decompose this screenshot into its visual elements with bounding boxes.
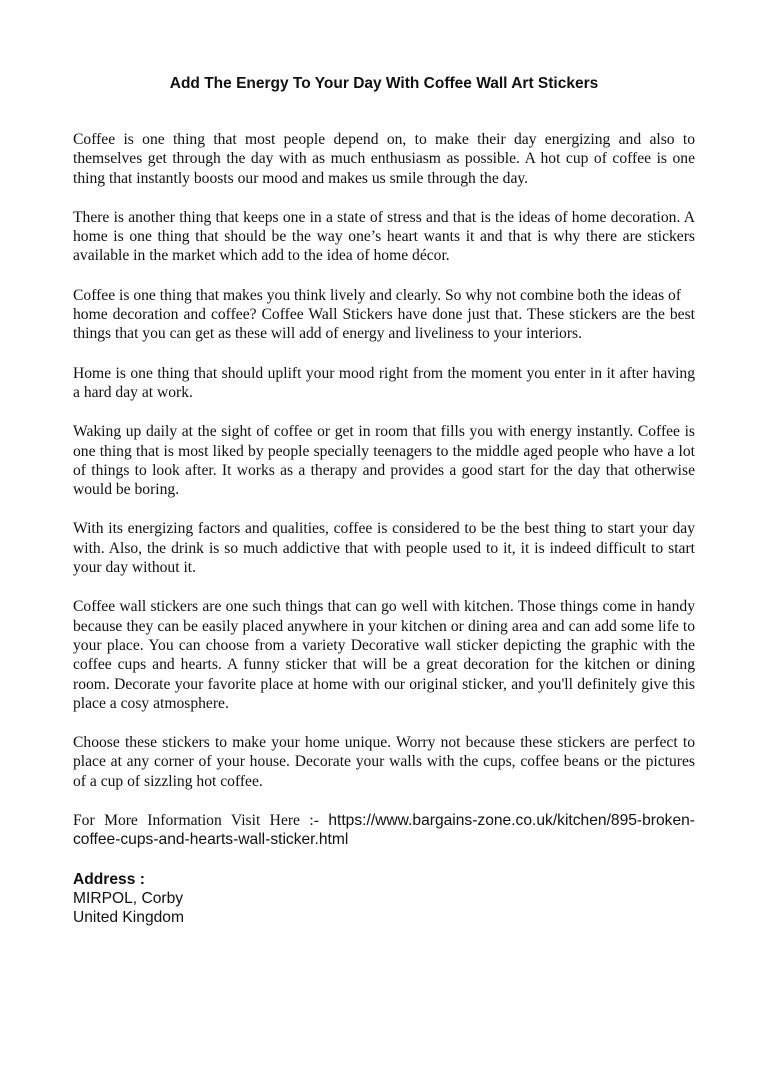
- address-block: [73, 870, 695, 928]
- paragraph-uplift-mood: Home is one thing that should uplift your mood right from the moment you enter in it after having a hard day at work.: [73, 364, 695, 401]
- paragraph-kitchen-stickers: Coffee wall stickers are one such things that can go well with kitchen. Those things come in handy because they can be easily placed anywhere in your kitchen or dining area and can add some life to your place. You can choose from a variety Decorative wall sticker depicting the graphic with the coffee cups and hearts. A funny sticker that will be a great decoration for the kitchen or dining room. Decorate your favorite place at home with our original sticker, and you'll definitely give this place a cosy atmosphere.: [73, 598, 695, 712]
- paragraph-energizing-factors: With its energizing factors and qualities, coffee is considered to be the best thing to start your day with. Also, the drink is so much addictive that with people used to it, it is indeed difficult to start your day without it.: [73, 520, 695, 577]
- paragraph-home-decoration: There is another thing that keeps one in a state of stress and that is the ideas of home decoration. A home is one thing that should be the way one’s heart wants it and that is why there are stickers available in the market which add to the idea of home décor.: [73, 208, 695, 265]
- address-label: Address :: [73, 870, 145, 888]
- paragraph-combine-line-1: Coffee is one thing that makes you think lively and clearly. So why not combine both the ideas of: [73, 286, 682, 304]
- paragraph-intro: Coffee is one thing that most people depend on, to make their day energizing and also to themselves get through the day with as much enthusiasm as possible. A hot cup of coffee is one thing that instantly boosts our mood and makes us smile through the day.: [73, 131, 695, 187]
- address-line-1: MIRPOL, Corby: [73, 889, 184, 907]
- paragraph-combine-line-2: home decoration and coffee? Coffee Wall Stickers have done just that. These stickers are the best things that you can get as these will add of energy and liveliness to your interiors.: [73, 306, 695, 343]
- more-info-label: For More Information Visit Here :-: [73, 812, 329, 830]
- paragraph-combine: [73, 286, 695, 344]
- paragraph-waking-up: Waking up daily at the sight of coffee or get in room that fills you with energy instantly. Coffee is one thing that is most liked by people specially teenagers to the middle aged people who have a lot of things to look after. It works as a therapy and provides a good start for the day that otherwise would be boring.: [73, 423, 695, 499]
- document-title: Add The Energy To Your Day With Coffee Wall Art Stickers: [169, 75, 599, 92]
- paragraph-make-unique: Choose these stickers to make your home unique. Worry not because these stickers are perfect to place at any corner of your house. Decorate your walls with the cups, coffee beans or the pictures of a cup of sizzling hot coffee.: [73, 734, 695, 790]
- address-line-2: United Kingdom: [73, 909, 184, 927]
- document-page: [73, 74, 695, 928]
- more-info-link[interactable]: https://www.bargains-zone.co.uk/kitchen/895-broken-coffee-cups-and-hearts-wall-sticker.html: [73, 812, 695, 849]
- more-info: [73, 811, 695, 850]
